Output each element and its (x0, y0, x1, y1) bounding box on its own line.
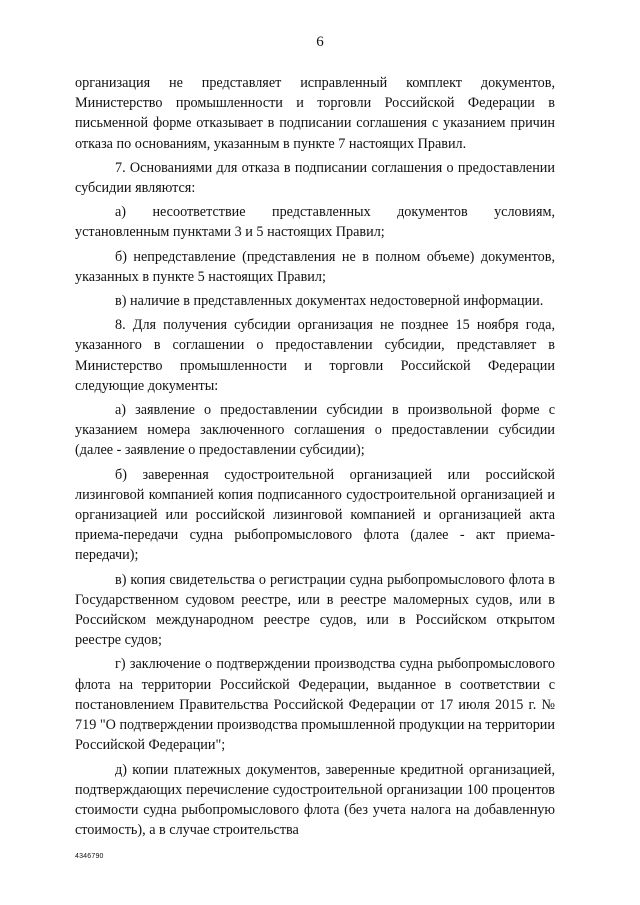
page-number: 6 (316, 34, 324, 50)
document-body (75, 73, 555, 844)
paragraph-clause-8b: б) заверенная судостроительной организацией или российской лизинговой компанией копия подписанного судостроительной организацией и организацией или российской лизинговой компанией и организацией акта приема-передачи судна рыбопромыслового флота (далее - акт приема-передачи); (75, 466, 555, 564)
paragraph-clause-8v: в) копия свидетельства о регистрации судна рыбопромыслового флота в Государственном судовом реестре, или в реестре маломерных судов, или в Российском международном реестре судов, или в Российском открытом реестре судов; (75, 571, 555, 649)
paragraph-continuation: организация не представляет исправленный комплект документов, Министерство промышленности и торговли Российской Федерации в письменной форме отказывает в подписании соглашения с указанием причин отказа по основаниям, указанным в пункте 7 настоящих Правил. (75, 75, 555, 152)
paragraph-clause-8: 8. Для получения субсидии организация не позднее 15 ноября года, указанного в соглашении о предоставлении субсидии, представляет в Министерство промышленности и торговли Российской Федерации следующие документы: (75, 317, 555, 394)
paragraph-clause-7a: а) несоответствие представленных документов условиям, установленным пунктами 3 и 5 настоящих Правил; (75, 204, 555, 241)
paragraph-clause-8d: д) копии платежных документов, заверенные кредитной организацией, подтверждающих перечисление судостроительной организации 100 процентов стоимости судна рыбопромыслового флота (без учета налога на добавленную стоимость), а в случае строительства (75, 761, 555, 839)
paragraph-clause-7v: в) наличие в представленных документах недостоверной информации. (115, 293, 544, 310)
paragraph-clause-8g: г) заключение о подтверждении производства судна рыбопромыслового флота на территории Российской Федерации, выданное в соответствии с постановлением Правительства Российской Федерации от 17 июля 2015 г. № 719 "О подтверждении производства промышленной продукции на территории Российской Федерации"; (75, 656, 555, 754)
paragraph-clause-7b: б) непредставление (представления не в полном объеме) документов, указанных в пункте 5 настоящих Правил; (75, 248, 555, 285)
paragraph-clause-7: 7. Основаниями для отказа в подписании соглашения о предоставлении субсидии являются: (75, 159, 555, 197)
document-code: 4346790 (75, 853, 104, 860)
paragraph-clause-8a: а) заявление о предоставлении субсидии в произвольной форме с указанием номера заключенного соглашения о предоставлении субсидии (далее - заявление о предоставлении субсидии); (75, 402, 555, 459)
